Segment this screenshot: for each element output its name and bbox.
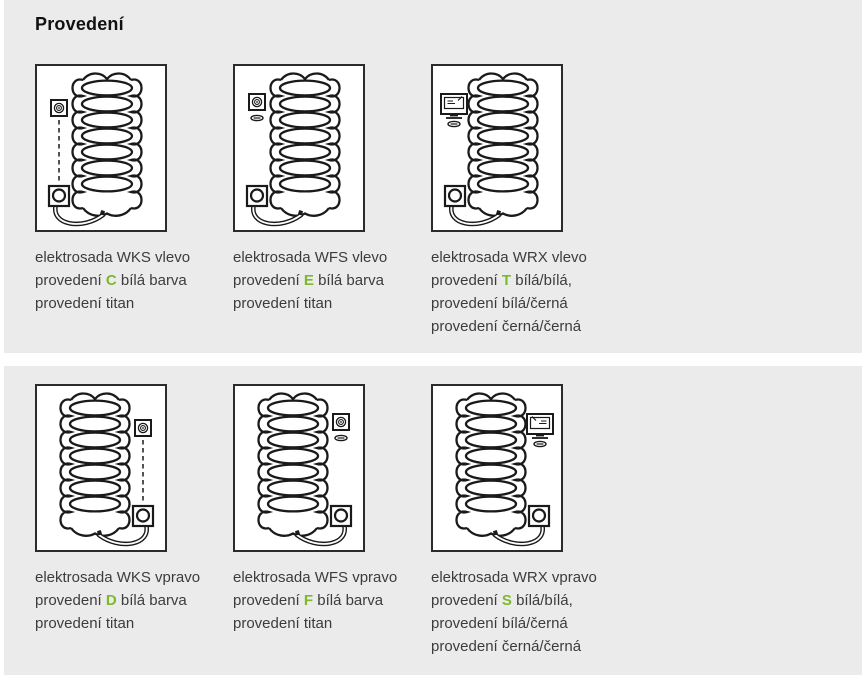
caption-line — [233, 589, 431, 612]
signal-waves-icon — [251, 115, 263, 120]
signal-waves-icon — [448, 121, 460, 126]
bottom-section-panel — [4, 366, 862, 675]
caption-text: provedení — [233, 272, 304, 289]
variant-letter: E — [303, 272, 314, 289]
caption-line: elektrosada WRX vlevo — [431, 249, 587, 266]
diagram-box — [233, 64, 365, 232]
caption-line: provedení titan — [35, 615, 135, 632]
variant-letter: C — [105, 272, 117, 289]
wall-socket-icon — [445, 186, 465, 206]
caption-text: provedení — [431, 272, 502, 289]
control-knob-icon — [249, 94, 265, 110]
caption-wrx-vlevo — [431, 246, 629, 338]
wall-socket-icon — [133, 506, 153, 526]
card-wfs-vlevo — [233, 64, 431, 338]
caption-line: provedení černá/černá — [431, 638, 582, 655]
control-knob-icon — [333, 414, 349, 430]
caption-line: provedení bílá/černá — [431, 295, 568, 312]
caption-wks-vpravo — [35, 566, 233, 635]
caption-text: provedení — [233, 592, 304, 609]
caption-line: provedení černá/černá — [431, 318, 582, 335]
caption-wks-vlevo — [35, 246, 233, 315]
signal-waves-icon — [534, 441, 546, 446]
caption-line: elektrosada WFS vlevo — [233, 249, 388, 266]
card-wfs-vpravo — [233, 384, 431, 658]
caption-wfs-vpravo — [233, 566, 431, 635]
cards-row-vlevo — [35, 64, 629, 338]
control-knob-icon — [135, 420, 151, 436]
card-wrx-vpravo — [431, 384, 629, 658]
caption-line: provedení bílá/černá — [431, 615, 568, 632]
caption-text: provedení — [35, 272, 106, 289]
controller-display-icon — [441, 94, 467, 118]
caption-text: provedení — [35, 592, 106, 609]
caption-text: provedení — [431, 592, 502, 609]
cards-row-vpravo — [35, 384, 629, 658]
caption-wrx-vpravo — [431, 566, 629, 658]
caption-line — [431, 589, 629, 612]
radiator-diagram-wfs-right — [235, 386, 363, 550]
radiator-diagram-wfs-left — [235, 66, 363, 230]
diagram-box — [431, 64, 563, 232]
radiator-graphic — [259, 393, 328, 535]
caption-text: bílá/bílá, — [511, 592, 573, 609]
radiator-diagram-wks-left — [37, 66, 165, 230]
page-title: Provedení — [35, 14, 124, 34]
card-wks-vpravo — [35, 384, 233, 658]
caption-line: provedení titan — [35, 295, 135, 312]
caption-wfs-vlevo — [233, 246, 431, 315]
control-knob-icon — [51, 100, 67, 116]
caption-line — [35, 589, 233, 612]
signal-waves-icon — [335, 435, 347, 440]
variant-letter: S — [501, 592, 512, 609]
caption-line — [233, 269, 431, 292]
caption-line: elektrosada WKS vlevo — [35, 249, 191, 266]
radiator-graphic — [469, 73, 538, 215]
caption-text: bílá barva — [116, 272, 187, 289]
variant-letter: F — [303, 592, 314, 609]
radiator-diagram-wrx-right — [433, 386, 561, 550]
radiator-diagram-wks-right — [37, 386, 165, 550]
caption-text: bílá barva — [313, 592, 384, 609]
caption-text: bílá/bílá, — [511, 272, 572, 289]
caption-line — [35, 269, 233, 292]
caption-line: provedení titan — [233, 615, 333, 632]
radiator-diagram-wrx-left — [433, 66, 561, 230]
diagram-box — [233, 384, 365, 552]
variant-letter: T — [501, 272, 512, 289]
caption-line: elektrosada WKS vpravo — [35, 569, 201, 586]
wall-socket-icon — [331, 506, 351, 526]
diagram-box — [35, 64, 167, 232]
radiator-graphic — [73, 73, 142, 215]
card-wrx-vlevo — [431, 64, 629, 338]
wall-socket-icon — [49, 186, 69, 206]
caption-line — [431, 269, 629, 292]
variant-letter: D — [105, 592, 117, 609]
caption-line: elektrosada WRX vpravo — [431, 569, 597, 586]
wall-socket-icon — [529, 506, 549, 526]
radiator-graphic — [61, 393, 130, 535]
top-section-panel — [4, 0, 862, 353]
controller-display-icon — [527, 414, 553, 438]
diagram-box — [431, 384, 563, 552]
caption-line: elektrosada WFS vpravo — [233, 569, 398, 586]
caption-text: bílá barva — [313, 272, 384, 289]
diagram-box — [35, 384, 167, 552]
radiator-graphic — [271, 73, 340, 215]
caption-text: bílá barva — [116, 592, 187, 609]
caption-line: provedení titan — [233, 295, 333, 312]
card-wks-vlevo — [35, 64, 233, 338]
radiator-graphic — [457, 393, 526, 535]
wall-socket-icon — [247, 186, 267, 206]
